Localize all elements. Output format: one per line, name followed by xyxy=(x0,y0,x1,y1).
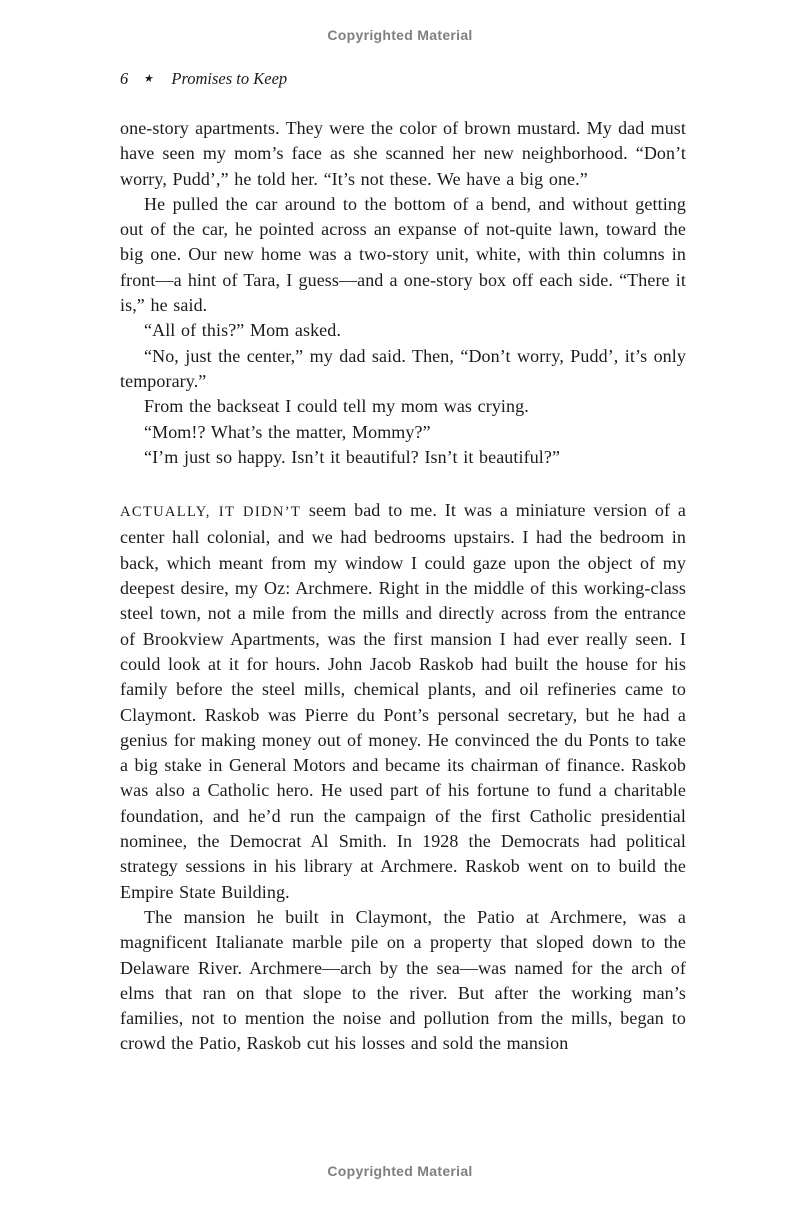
page-header xyxy=(120,69,287,89)
paragraph: one-story apartments. They were the color of brown mustard. My dad must have seen my mom’s face as she scanned her new neighborhood. “Don’t worry, Pudd’,” he told her. “It’s not these. We have a big one.” xyxy=(120,118,686,189)
copyright-notice-top: Copyrighted Material xyxy=(327,27,473,43)
paragraph: “All of this?” Mom asked. xyxy=(144,320,341,341)
paragraph: From the backseat I could tell my mom was crying. xyxy=(144,396,529,417)
paragraph: “I’m just so happy. Isn’t it beautiful? Isn’t it beautiful?” xyxy=(144,446,561,467)
copyright-notice-bottom: Copyrighted Material xyxy=(327,1163,473,1179)
paragraph: “No, just the center,” my dad said. Then, “Don’t worry, Pudd’, it’s only temporary.” xyxy=(120,345,686,391)
star-icon: ★ xyxy=(143,73,156,85)
paragraph: “Mom!? What’s the matter, Mommy?” xyxy=(144,421,431,442)
paragraph: ACTUALLY, IT DIDN’T seem bad to me. It was a miniature version of a center hall colonial, and we had bedrooms upstairs. I had the bedroom in back, which meant from my window I could gaze upon the object of my deepest desire, my Oz: Archmere. Right in the middle of this working-class steel town, not a mile from the mills and directly across from the entrance of Brookview Apartments, was the first mansion I had ever really seen. I could look at it for hours. John Jacob Raskob had built the house for his family before the steel mills, chemical plants, and oil refineries came to Claymont. Raskob was Pierre du Pont’s personal secretary, but he had a genius for making money out of money. He convinced the du Ponts to take a big stake in General Motors and became its chairman of finance. Raskob was also a Catholic hero. He used part of his fortune to fund a charitable foundation, and he’d run the campaign of the first Catholic presidential nominee, the Democrat Al Smith. In 1928 the Democrats had political strategy sessions in his library at Archmere. Raskob went on to build the Empire State Building. xyxy=(120,500,686,902)
paragraph: He pulled the car around to the bottom of a bend, and without getting out of the car, he pointed across an expanse of not-quite lawn, toward the big one. Our new home was a two-story unit, white, with thin columns in front—a hint of Tara, I guess—and a one-story box off each side. “There it is,” he said. xyxy=(120,193,686,316)
running-head-title: Promises to Keep xyxy=(171,69,288,88)
page-number: 6 xyxy=(120,69,129,88)
smallcaps-lead: ACTUALLY, IT DIDN’T xyxy=(120,504,302,521)
paragraph: The mansion he built in Claymont, the Patio at Archmere, was a magnificent Italianate marble pile on a property that sloped down to the Delaware River. Archmere—arch by the sea—was named for the arch of elms that ran on that slope to the river. But after the working man’s families, not to mention the noise and pollution from the mills, began to crowd the Patio, Raskob cut his losses and sold the mansion xyxy=(120,906,686,1054)
body-text xyxy=(120,116,686,1057)
